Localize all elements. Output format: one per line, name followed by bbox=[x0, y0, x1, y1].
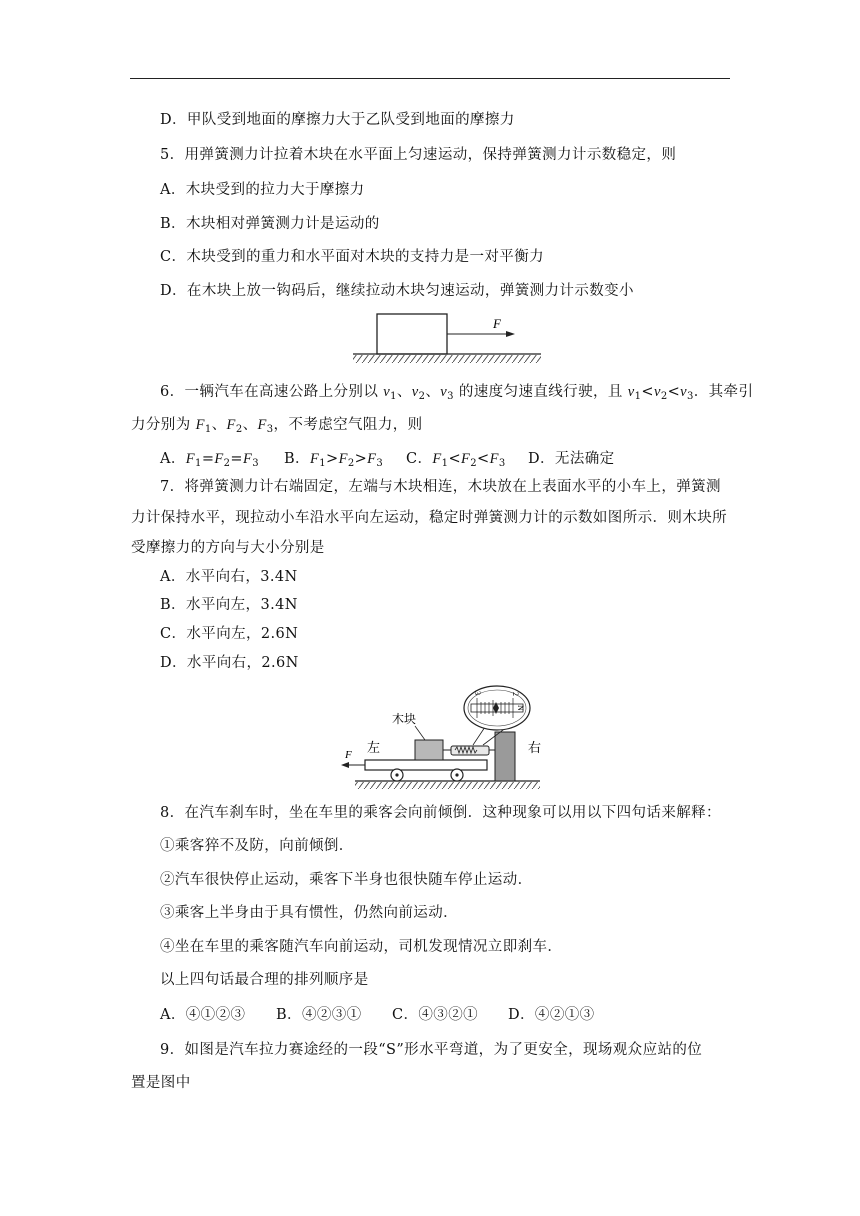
q9-stem-line1: 9．如图是汽车拉力赛途经的一段“S”形水平弯道，为了更安全，现场观众应站的位 bbox=[160, 1042, 703, 1058]
q6-option-b[interactable]: B．$F_1>F_2>F_3$ bbox=[284, 451, 384, 469]
arrow-head-icon bbox=[506, 331, 515, 337]
q5-option-c[interactable]: C．木块受到的重力和水平面对木块的支持力是一对平衡力 bbox=[160, 249, 544, 265]
scale-tick-label-2: 2 bbox=[511, 692, 520, 696]
ground-hatch bbox=[355, 782, 540, 789]
q8-option-d[interactable]: D．④②①③ bbox=[508, 1007, 595, 1023]
magnifier-line bbox=[473, 727, 485, 745]
q5-figure-block-on-ground bbox=[345, 306, 545, 368]
q8-option-c[interactable]: C．④③②① bbox=[392, 1007, 478, 1023]
wood-block bbox=[377, 314, 447, 354]
q5-option-a[interactable]: A．木块受到的拉力大于摩擦力 bbox=[160, 182, 365, 198]
q4-option-d[interactable]: D．甲队受到地面的摩擦力大于乙队受到地面的摩擦力 bbox=[160, 112, 515, 128]
q7-option-b[interactable]: B．水平向左，3.4N bbox=[160, 597, 298, 613]
cart-board bbox=[365, 760, 487, 770]
q8-option-a[interactable]: A．④①②③ bbox=[160, 1007, 246, 1023]
header-rule bbox=[130, 78, 730, 79]
q7-stem-line1: 7．将弹簧测力计右端固定，左端与木块相连，木块放在上表面水平的小车上，弹簧测 bbox=[160, 479, 721, 495]
q7-figure-cart-spring-scale bbox=[335, 684, 555, 792]
q8-stem: 8．在汽车刹车时，坐在车里的乘客会向前倾倒．这种现象可以用以下四句话来解释： bbox=[160, 805, 721, 821]
q9-stem-line2: 置是图中 bbox=[131, 1075, 191, 1091]
fixed-post bbox=[495, 732, 515, 781]
q5-option-d[interactable]: D．在木块上放一钩码后，继续拉动木块匀速运动，弹簧测力计示数变小 bbox=[160, 283, 634, 299]
q8-statement-1: ①乘客猝不及防，向前倾倒． bbox=[160, 838, 354, 854]
wood-block bbox=[415, 740, 443, 760]
q6-option-a[interactable]: A．$F_1=F_2=F_3$ bbox=[160, 451, 259, 469]
left-label: 左 bbox=[367, 740, 381, 755]
q6-option-c[interactable]: C．$F_1<F_2<F_3$ bbox=[406, 451, 506, 469]
scale-tick-label-3: 3 bbox=[473, 691, 482, 695]
q7-stem-line2: 力计保持水平，现拉动小车沿水平向左运动，稳定时弹簧测力计的示数如图所示．则木块所 bbox=[131, 510, 727, 526]
force-label: F bbox=[345, 749, 352, 761]
arrow-head-icon bbox=[341, 762, 349, 768]
q6-options-row bbox=[160, 449, 615, 469]
q7-option-a[interactable]: A．水平向右，3.4N bbox=[160, 569, 298, 585]
q8-statement-4: ④坐在车里的乘客随汽车向前运动，司机发现情况立即刹车． bbox=[160, 939, 563, 955]
q7-stem-line3: 受摩擦力的方向与大小分别是 bbox=[131, 540, 325, 556]
q8-options-row bbox=[160, 1005, 595, 1025]
leader-line bbox=[415, 726, 425, 740]
q6-stem-line1: 6．一辆汽车在高速公路上分别以 $v_1$、$v_2$、$v_3$ 的速度匀速直线行驶，且 $v_1<v_2<v_3$．其牵引 bbox=[160, 384, 754, 402]
q7-option-d[interactable]: D．水平向右，2.6N bbox=[160, 655, 299, 671]
q8-statement-2: ②汽车很快停止运动，乘客下半身也很快随车停止运动． bbox=[160, 872, 533, 888]
q7-option-c[interactable]: C．水平向左，2.6N bbox=[160, 626, 299, 642]
wheel-axle-dot bbox=[455, 773, 458, 776]
wheel-axle-dot bbox=[395, 773, 398, 776]
force-label: F bbox=[493, 316, 501, 331]
scale-unit-label: N bbox=[516, 705, 525, 711]
q8-statement-3: ③乘客上半身由于具有惯性，仍然向前运动． bbox=[160, 905, 458, 921]
q6-option-d[interactable]: D．无法确定 bbox=[528, 451, 615, 467]
ground-hatch bbox=[353, 355, 541, 363]
q5-stem: 5．用弹簧测力计拉着木块在水平面上匀速运动，保持弹簧测力计示数稳定，则 bbox=[160, 147, 677, 163]
q5-option-b[interactable]: B．木块相对弹簧测力计是运动的 bbox=[160, 216, 380, 232]
q6-stem-line2: 力分别为 $F_1$、$F_2$、$F_3$，不考虑空气阻力，则 bbox=[131, 417, 423, 435]
q8-question: 以上四句话最合理的排列顺序是 bbox=[160, 972, 369, 988]
wood-block-label: 木块 bbox=[392, 712, 417, 726]
q8-option-b[interactable]: B．④②③① bbox=[276, 1007, 362, 1023]
right-label: 右 bbox=[528, 740, 542, 755]
